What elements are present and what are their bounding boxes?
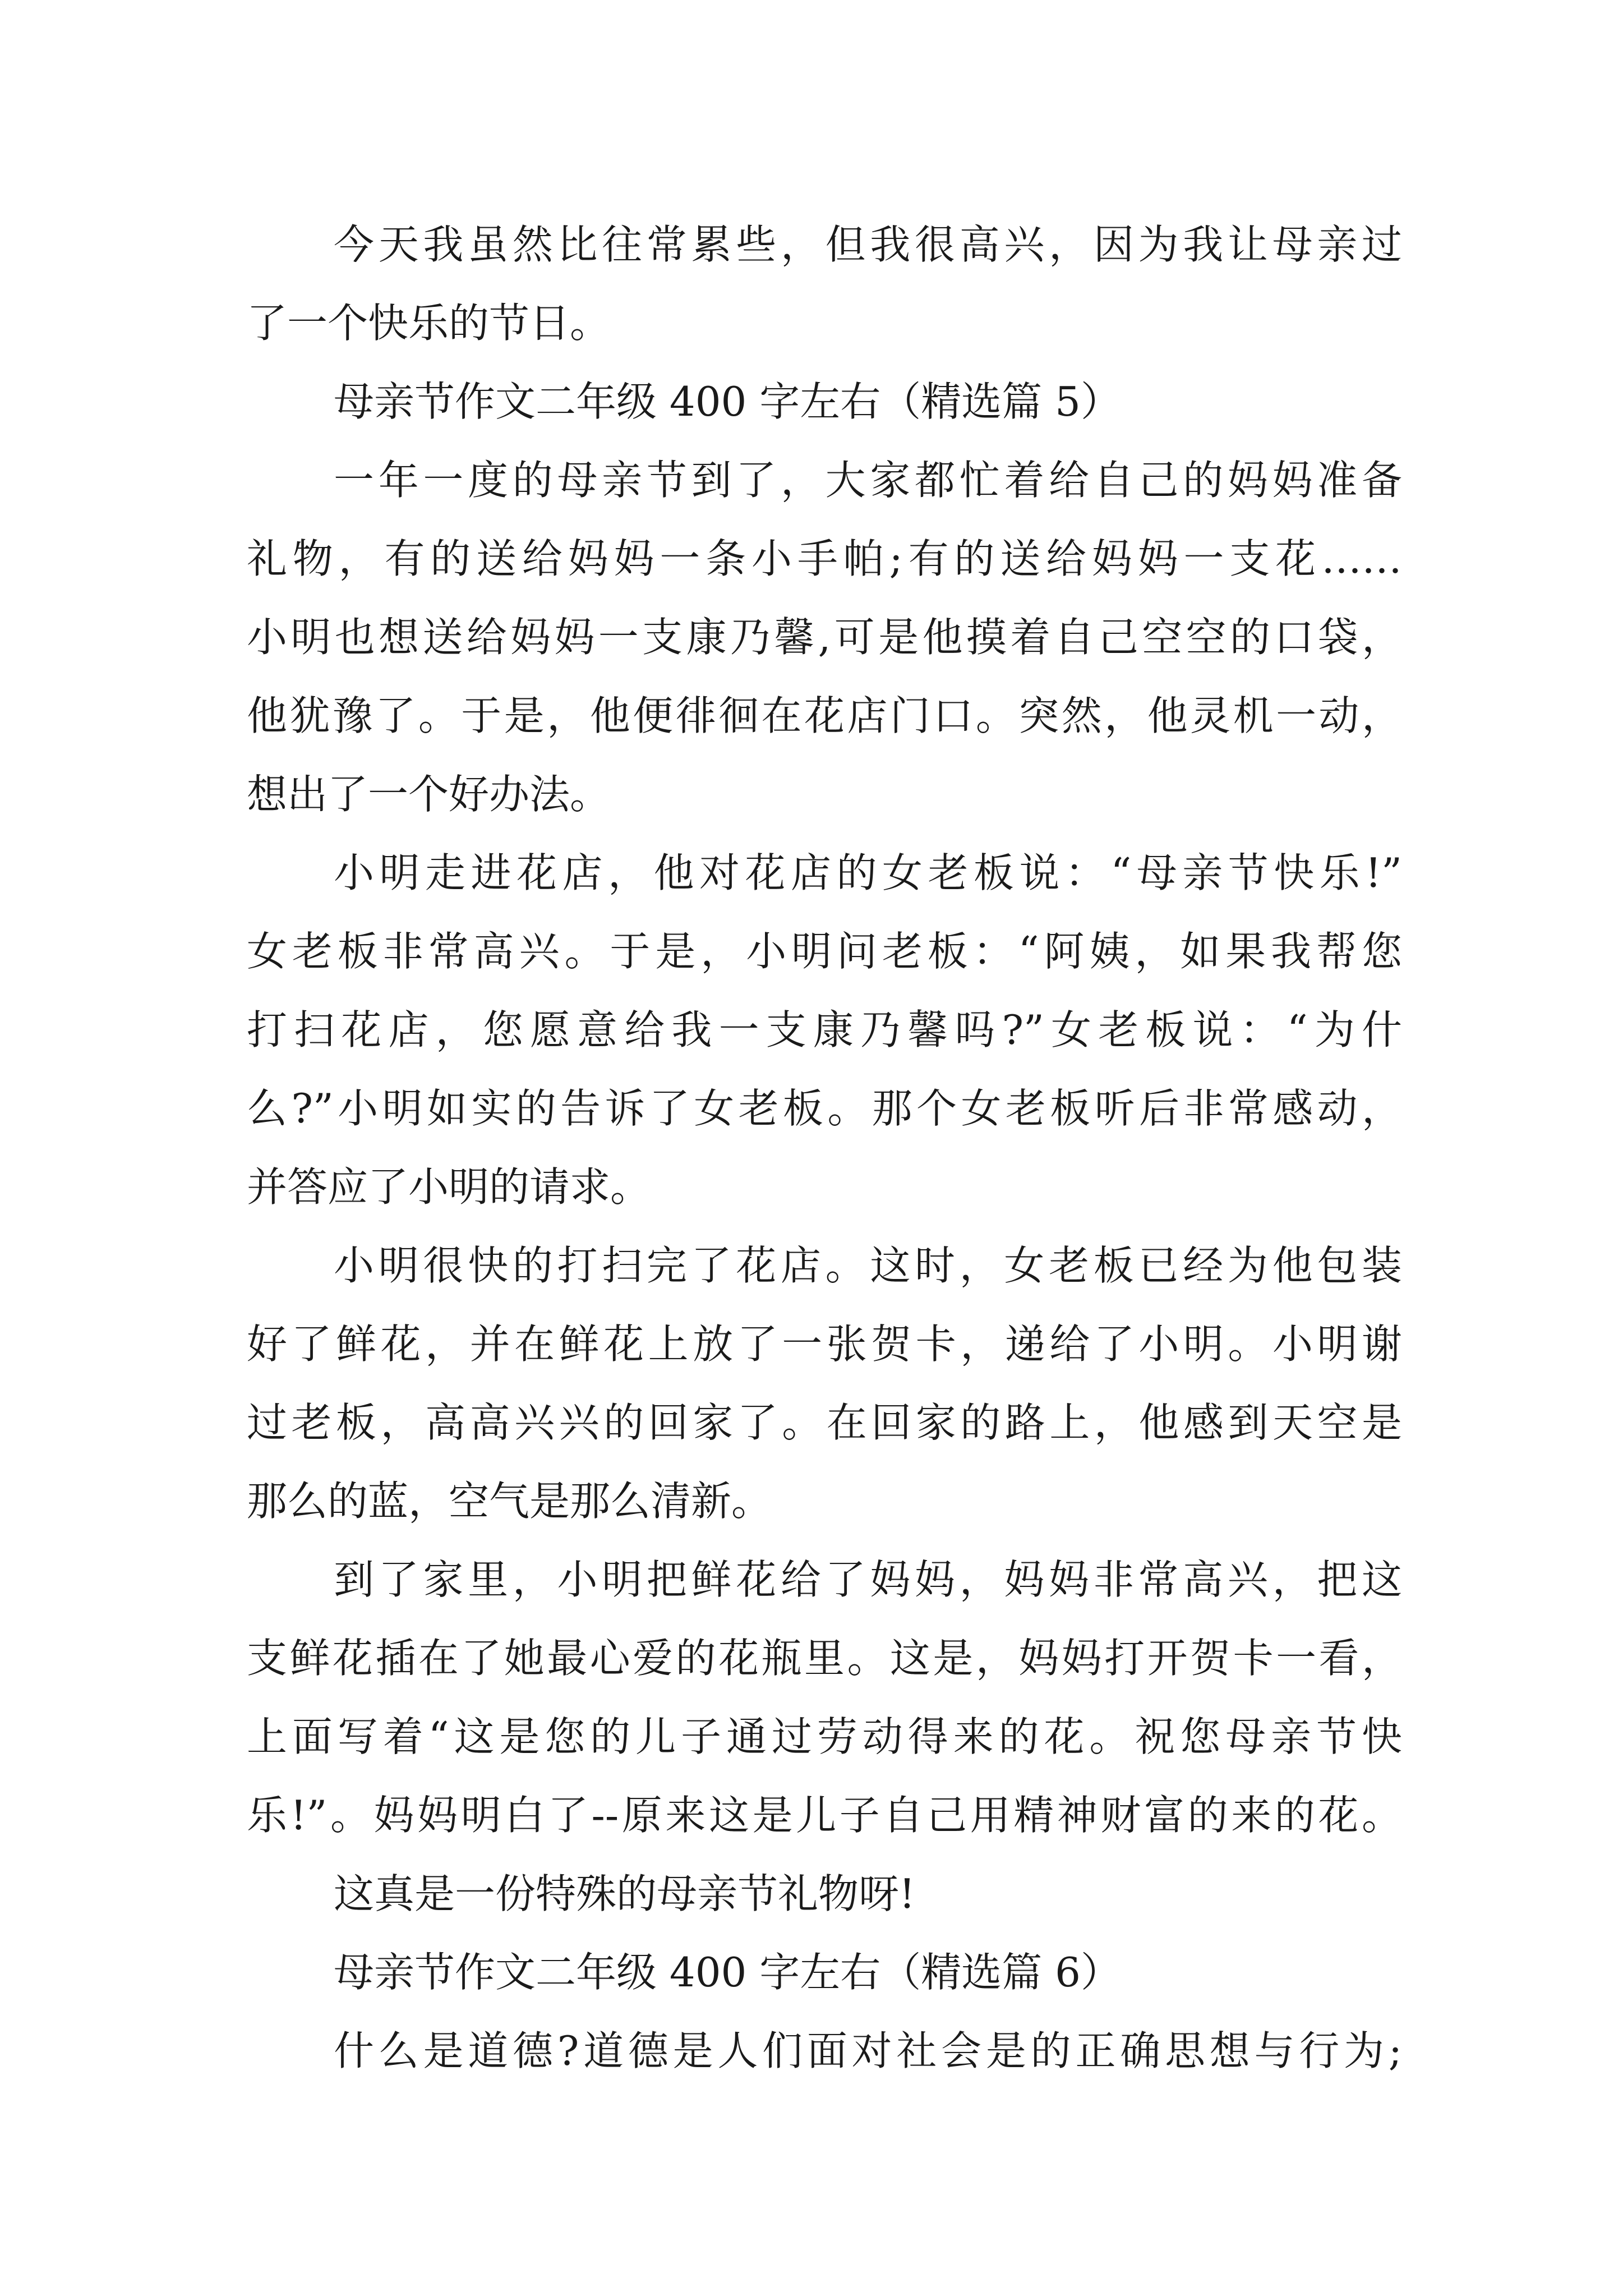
text-line: 今天我虽然比往常累些，但我很高兴，因为我让母亲过 [334, 221, 1402, 268]
text-line: 么?”小明如实的告诉了女老板。那个女老板听后非常感动， [247, 1085, 1402, 1132]
text-line: 什么是道德?道德是人们面对社会是的正确思想与行为; [334, 2027, 1402, 2074]
text-line: 女老板非常高兴。于是，小明问老板：“阿姨，如果我帮您 [247, 928, 1402, 975]
text-line: 好了鲜花，并在鲜花上放了一张贺卡，递给了小明。小明谢 [247, 1320, 1402, 1368]
section-heading: 母亲节作文二年级 400 字左右（精选篇 6） [334, 1949, 1121, 1996]
text-line: 一年一度的母亲节到了，大家都忙着给自己的妈妈准备 [334, 457, 1402, 504]
text-line: 小明很快的打扫完了花店。这时，女老板已经为他包装 [334, 1242, 1402, 1289]
text-line: 这真是一份特殊的母亲节礼物呀! [334, 1870, 915, 1917]
text-line: 他犹豫了。于是，他便徘徊在花店门口。突然，他灵机一动， [247, 692, 1402, 739]
text-line: 并答应了小明的请求。 [247, 1163, 651, 1211]
text-line: 小明走进花店，他对花店的女老板说：“母亲节快乐!” [334, 849, 1402, 896]
text-line: 小明也想送给妈妈一支康乃馨,可是他摸着自己空空的口袋， [247, 614, 1402, 661]
text-line: 支鲜花插在了她最心爱的花瓶里。这是，妈妈打开贺卡一看， [247, 1635, 1402, 1682]
text-line: 想出了一个好办法。 [247, 771, 611, 818]
section-heading: 母亲节作文二年级 400 字左右（精选篇 5） [334, 378, 1121, 425]
text-line: 到了家里，小明把鲜花给了妈妈，妈妈非常高兴，把这 [334, 1556, 1402, 1603]
text-line: 礼物，有的送给妈妈一条小手帕;有的送给妈妈一支花…… [247, 535, 1402, 582]
text-line: 那么的蓝，空气是那么清新。 [247, 1478, 772, 1525]
text-line: 过老板，高高兴兴的回家了。在回家的路上，他感到天空是 [247, 1399, 1402, 1446]
text-line: 上面写着“这是您的儿子通过劳动得来的花。祝您母亲节快 [247, 1713, 1402, 1760]
text-line: 打扫花店，您愿意给我一支康乃馨吗?”女老板说：“为什 [247, 1006, 1402, 1053]
text-line: 了一个快乐的节日。 [247, 300, 611, 347]
text-line: 乐!”。妈妈明白了--原来这是儿子自己用精神财富的来的花。 [247, 1792, 1402, 1839]
